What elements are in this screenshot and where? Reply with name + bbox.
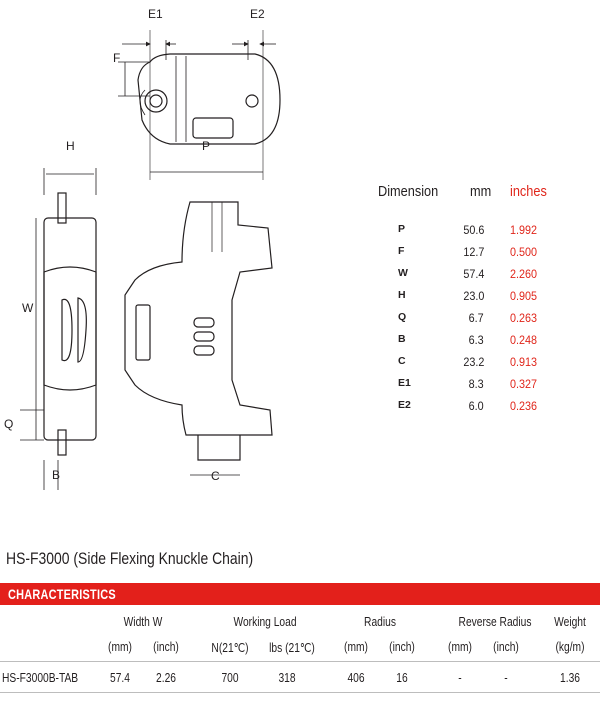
mm-header: mm [470, 183, 492, 200]
dim-inches: 0.500 [510, 245, 538, 259]
side-view-link [44, 193, 96, 455]
label-W: W [22, 301, 34, 315]
rev-inch-cell: - [504, 671, 508, 685]
dim-inches: 0.263 [510, 311, 538, 325]
dim-mm: 6.3 [468, 333, 484, 347]
label-P: P [202, 139, 211, 153]
dim-mm: 50.6 [462, 223, 484, 237]
table-bottom-line [0, 692, 600, 693]
dim-inches: 0.913 [510, 355, 538, 369]
unit-load-n: N(21℃) [211, 641, 249, 655]
unit-weight: (kg/m) [555, 640, 585, 654]
product-title: HS-F3000 (Side Flexing Knuckle Chain) [6, 549, 254, 568]
dim-inches: 0.905 [510, 289, 538, 303]
unit-rev-inch: (inch) [493, 640, 519, 654]
characteristics-bar [0, 583, 600, 605]
radius-mm-cell: 406 [347, 671, 365, 685]
unit-radius-mm: (mm) [344, 640, 368, 654]
label-E1: E1 [148, 7, 163, 21]
dimension-row [370, 223, 570, 243]
unit-rev-mm: (mm) [448, 640, 472, 654]
unit-radius-inch: (inch) [389, 640, 415, 654]
rev-mm-cell: - [458, 671, 462, 685]
header-weight: Weight [554, 615, 586, 629]
dim-inches: 0.236 [510, 399, 538, 413]
dim-inches: 2.260 [510, 267, 538, 281]
dim-label: P [398, 223, 406, 235]
label-E2: E2 [250, 7, 265, 21]
dimension-row [370, 245, 570, 265]
dim-mm: 23.2 [462, 355, 484, 369]
weight-cell: 1.36 [560, 671, 580, 685]
dimension-header: Dimension [378, 183, 439, 200]
dim-mm: 57.4 [462, 267, 484, 281]
header-radius: Radius [364, 615, 396, 629]
radius-inch-cell: 16 [396, 671, 408, 685]
dimension-row [370, 289, 570, 309]
dim-label: E1 [398, 377, 411, 389]
dim-label: Q [398, 311, 407, 323]
header-width: Width W [123, 615, 163, 629]
load-n-cell: 700 [221, 671, 239, 685]
header-working-load: Working Load [233, 615, 297, 629]
dimension-row [370, 355, 570, 375]
dim-inches: 0.327 [510, 377, 538, 391]
inches-header: inches [510, 183, 547, 200]
dim-label: C [398, 355, 406, 367]
header-reverse-radius: Reverse Radius [458, 615, 532, 629]
label-B: B [52, 468, 61, 482]
width-inch-cell: 2.26 [156, 671, 176, 685]
unit-load-lbs: lbs (21℃) [269, 641, 315, 655]
characteristics-label: CHARACTERISTICS [8, 586, 116, 602]
label-H: H [66, 139, 75, 153]
table-divider [0, 661, 600, 662]
dim-label: W [398, 267, 408, 279]
label-F: F [113, 51, 121, 65]
unit-width-mm: (mm) [108, 640, 132, 654]
dim-inches: 0.248 [510, 333, 538, 347]
load-lbs-cell: 318 [278, 671, 296, 685]
unit-width-inch: (inch) [153, 640, 179, 654]
dim-mm: 6.0 [468, 399, 484, 413]
dimension-row [370, 377, 570, 397]
dim-label: E2 [398, 399, 411, 411]
dim-label: H [398, 289, 406, 301]
label-Q: Q [4, 417, 14, 431]
top-view-link [138, 30, 280, 180]
dim-mm: 8.3 [468, 377, 484, 391]
dim-label: B [398, 333, 406, 345]
dim-inches: 1.992 [510, 223, 538, 237]
dimension-row [370, 311, 570, 331]
dim-mm: 12.7 [462, 245, 484, 259]
front-view-link [125, 202, 272, 460]
model-cell: HS-F3000B-TAB [2, 671, 79, 685]
dimension-row [370, 267, 570, 287]
dim-mm: 6.7 [468, 311, 484, 325]
dim-mm: 23.0 [462, 289, 484, 303]
label-C: C [211, 469, 220, 483]
dimension-row [370, 399, 570, 419]
dimension-row [370, 333, 570, 353]
dim-label: F [398, 245, 405, 257]
width-mm-cell: 57.4 [110, 671, 130, 685]
